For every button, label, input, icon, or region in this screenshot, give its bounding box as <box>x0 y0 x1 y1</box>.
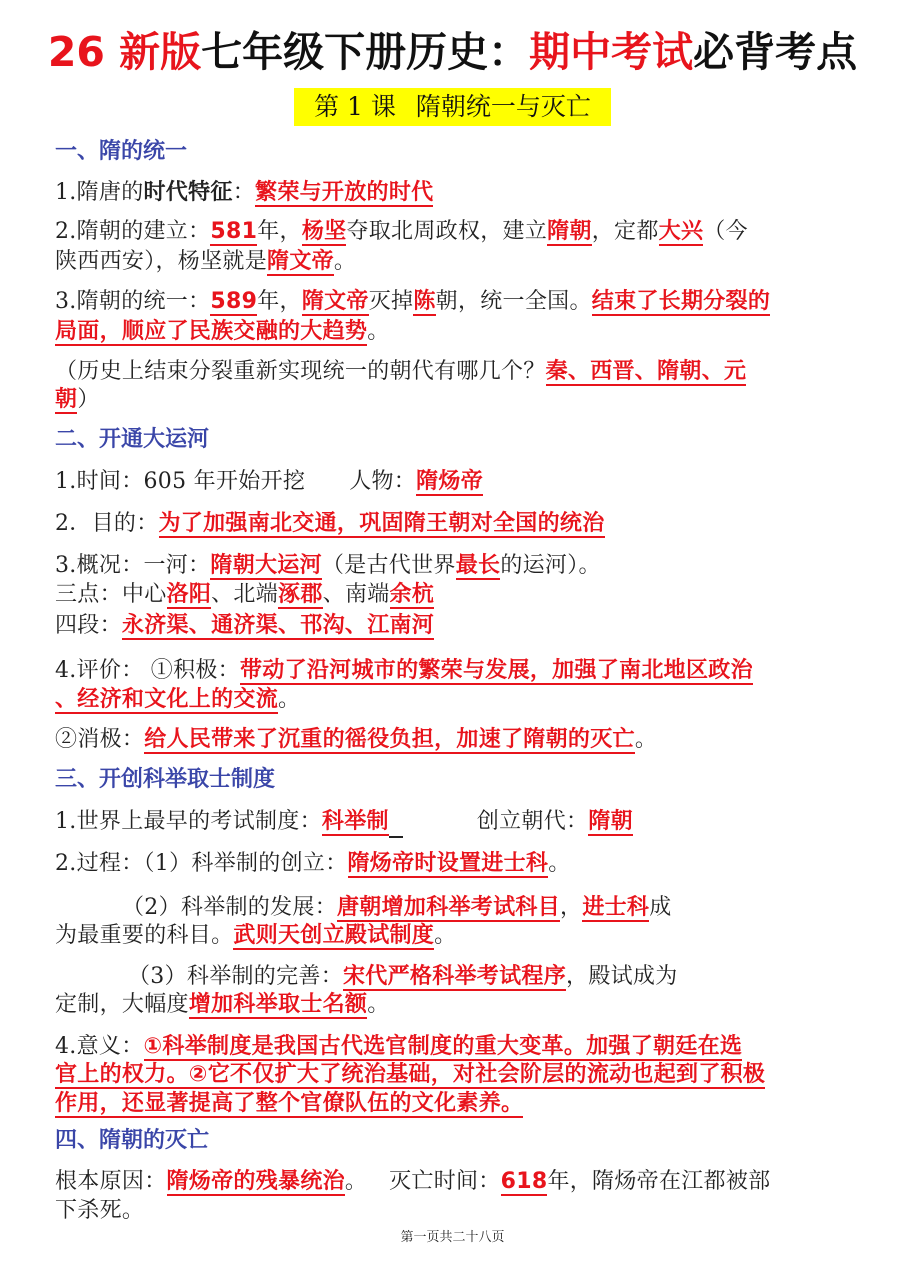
text: 朝，统一全国。 <box>435 289 592 314</box>
answer: 隋朝 <box>547 219 592 244</box>
text-line <box>128 962 678 992</box>
text-line <box>55 725 657 755</box>
answer: 宋代严格科举考试程序 <box>343 964 567 989</box>
answer: 余杭 <box>389 582 435 607</box>
text: 2．目的： <box>55 511 159 536</box>
answer: 进士科 <box>582 895 650 920</box>
text: 、南端 <box>322 582 390 607</box>
text: 。 <box>278 687 301 712</box>
text: 4.意义： <box>55 1034 144 1059</box>
answer: 朝 <box>55 387 78 412</box>
text: 。 <box>333 249 357 274</box>
text-line <box>55 509 605 539</box>
text: 3.概况：一河： <box>55 553 211 578</box>
answer: 隋炀帝的残暴统治 <box>166 1169 345 1194</box>
answer: 给人民带来了沉重的徭役负担，加速了隋朝的灭亡 <box>144 727 635 752</box>
lesson-banner <box>294 88 611 126</box>
text-line <box>55 287 770 317</box>
section-heading: 三、开创科举取士制度 <box>55 767 276 792</box>
text: （2）科举制的发展： <box>122 895 337 920</box>
text: 。 <box>434 923 457 948</box>
text: 2.隋朝的建立： <box>55 219 211 244</box>
text-line <box>55 467 483 497</box>
text: 根本原因： <box>55 1169 167 1194</box>
text-line <box>55 1089 523 1119</box>
text: 三点：中心 <box>55 582 167 607</box>
text: 。 <box>548 851 571 876</box>
text: 灭掉 <box>368 289 414 314</box>
answer: 杨坚 <box>301 219 347 244</box>
answer: 洛阳 <box>166 582 212 607</box>
text: 。 灭亡时间： <box>344 1169 501 1194</box>
text: 1.隋唐的 <box>55 180 144 205</box>
answer: 隋文帝 <box>301 289 369 314</box>
text: 陕西西安），杨坚就是 <box>55 249 268 274</box>
text: ） <box>77 387 100 412</box>
text: （是古代世界 <box>321 553 456 578</box>
answer: 隋文帝 <box>267 249 334 274</box>
text-line <box>55 177 433 208</box>
text: 年， <box>257 219 302 244</box>
answer: ①科举制度是我国古代选官制度的重大变革。加强了朝廷在选 <box>143 1034 743 1059</box>
title-exam: 期中考试 <box>529 28 694 76</box>
answer: 589 <box>210 289 258 314</box>
text: 。 <box>634 727 658 752</box>
text-line <box>55 357 746 387</box>
text: 4.评价： ①积极： <box>55 658 240 683</box>
text: ，殿试成为 <box>566 964 678 989</box>
lesson-number: 第 1 课 <box>314 92 396 121</box>
text-line <box>55 580 434 610</box>
text: 。 <box>367 319 390 344</box>
text: 、北端 <box>211 582 279 607</box>
text-line <box>122 893 672 923</box>
answer: 局面，顺应了民族交融的大趋势 <box>55 319 368 344</box>
text-line <box>55 990 390 1020</box>
answer: 带动了沿河城市的繁荣与发展，加强了南北地区政治 <box>239 658 753 683</box>
text: 年， <box>257 289 302 314</box>
text-line <box>55 807 633 838</box>
title-points: 必背考点 <box>693 28 858 76</box>
lesson-name: 隋朝统一与灭亡 <box>415 92 591 121</box>
answer: 隋朝大运河 <box>210 553 322 578</box>
text: ，定都 <box>591 219 659 244</box>
answer: 隋炀帝时设置进士科 <box>347 851 549 876</box>
text: 下杀死。 <box>55 1198 145 1223</box>
section-heading: 二、开通大运河 <box>55 427 210 452</box>
answer: 隋炀帝 <box>416 469 483 494</box>
text: 2.过程：（1）科举制的创立： <box>55 851 348 876</box>
section-heading: 一、隋的统一 <box>55 139 188 164</box>
answer: 唐朝增加科举考试科目 <box>337 895 561 920</box>
text-line <box>55 551 601 581</box>
answer: 581 <box>210 219 258 244</box>
answer: 为了加强南北交通，巩固隋王朝对全国的统治 <box>158 511 605 536</box>
text: ： <box>232 180 256 205</box>
text: 四段： <box>55 613 122 638</box>
text-line <box>55 1196 144 1226</box>
text-line <box>55 685 300 715</box>
answer: 618 <box>500 1169 548 1194</box>
answer: 作用，还显著提高了整个官僚队伍的文化素养。 <box>55 1091 524 1116</box>
answer: 大兴 <box>658 219 704 244</box>
title-subject: 七年级下册历史： <box>201 28 530 76</box>
text: 夺取北周政权，建立 <box>346 219 548 244</box>
text-line <box>55 1060 765 1090</box>
text: ， <box>560 895 583 920</box>
answer: 隋朝 <box>588 809 633 834</box>
text: 的运河）。 <box>500 553 601 578</box>
text-bold: 时代特征 <box>143 179 233 205</box>
text: （今 <box>703 219 748 244</box>
text: 为最重要的科目。 <box>55 923 234 948</box>
text-line <box>55 849 571 879</box>
text-line <box>55 385 100 415</box>
text: 1.世界上最早的考试制度： <box>55 809 322 834</box>
text: 创立朝代： <box>476 809 589 834</box>
text: 。 <box>367 992 390 1017</box>
text-line <box>55 921 456 951</box>
text: （历史上结束分裂重新实现统一的朝代有哪几个？ <box>55 359 546 384</box>
text-line <box>55 1032 742 1062</box>
answer: 繁荣与开放的时代 <box>255 180 434 205</box>
answer: 永济渠、通济渠、邗沟、江南河 <box>121 613 435 638</box>
text: （3）科举制的完善： <box>128 964 343 989</box>
section-heading: 四、隋朝的灭亡 <box>55 1128 210 1153</box>
answer: 增加科举取士名额 <box>188 992 368 1017</box>
text: ②消极： <box>55 727 145 752</box>
text: 人物： <box>349 469 417 494</box>
answer: 陈 <box>413 289 436 314</box>
page-title <box>0 26 905 78</box>
text: 年，隋炀帝在江都被部 <box>547 1169 771 1194</box>
text-line <box>55 611 434 641</box>
text: 成 <box>649 895 672 920</box>
text-line <box>55 247 356 277</box>
answer: 秦、西晋、隋朝、元 <box>545 359 747 384</box>
answer: 科举制 <box>321 809 389 834</box>
text-line <box>55 656 753 686</box>
answer: 、经济和文化上的交流 <box>55 687 279 712</box>
answer: 涿郡 <box>278 582 323 607</box>
page-footer: 第一页共二十八页 <box>400 1230 505 1245</box>
text-line <box>55 317 390 347</box>
text-line <box>55 217 748 247</box>
text: 3.隋朝的统一： <box>55 289 211 314</box>
title-edition: 26 新版 <box>47 28 202 76</box>
lesson-header <box>0 88 905 126</box>
text: 定制，大幅度 <box>55 992 189 1017</box>
answer: 官上的权力。②它不仅扩大了统治基础，对社会阶层的流动也起到了积极 <box>55 1062 766 1087</box>
answer: 最长 <box>455 553 501 578</box>
text-line <box>55 1167 770 1197</box>
text: 1.时间：605 年开始开挖 <box>55 469 306 494</box>
answer: 结束了长期分裂的 <box>591 289 771 314</box>
answer: 武则天创立殿试制度 <box>233 923 435 948</box>
